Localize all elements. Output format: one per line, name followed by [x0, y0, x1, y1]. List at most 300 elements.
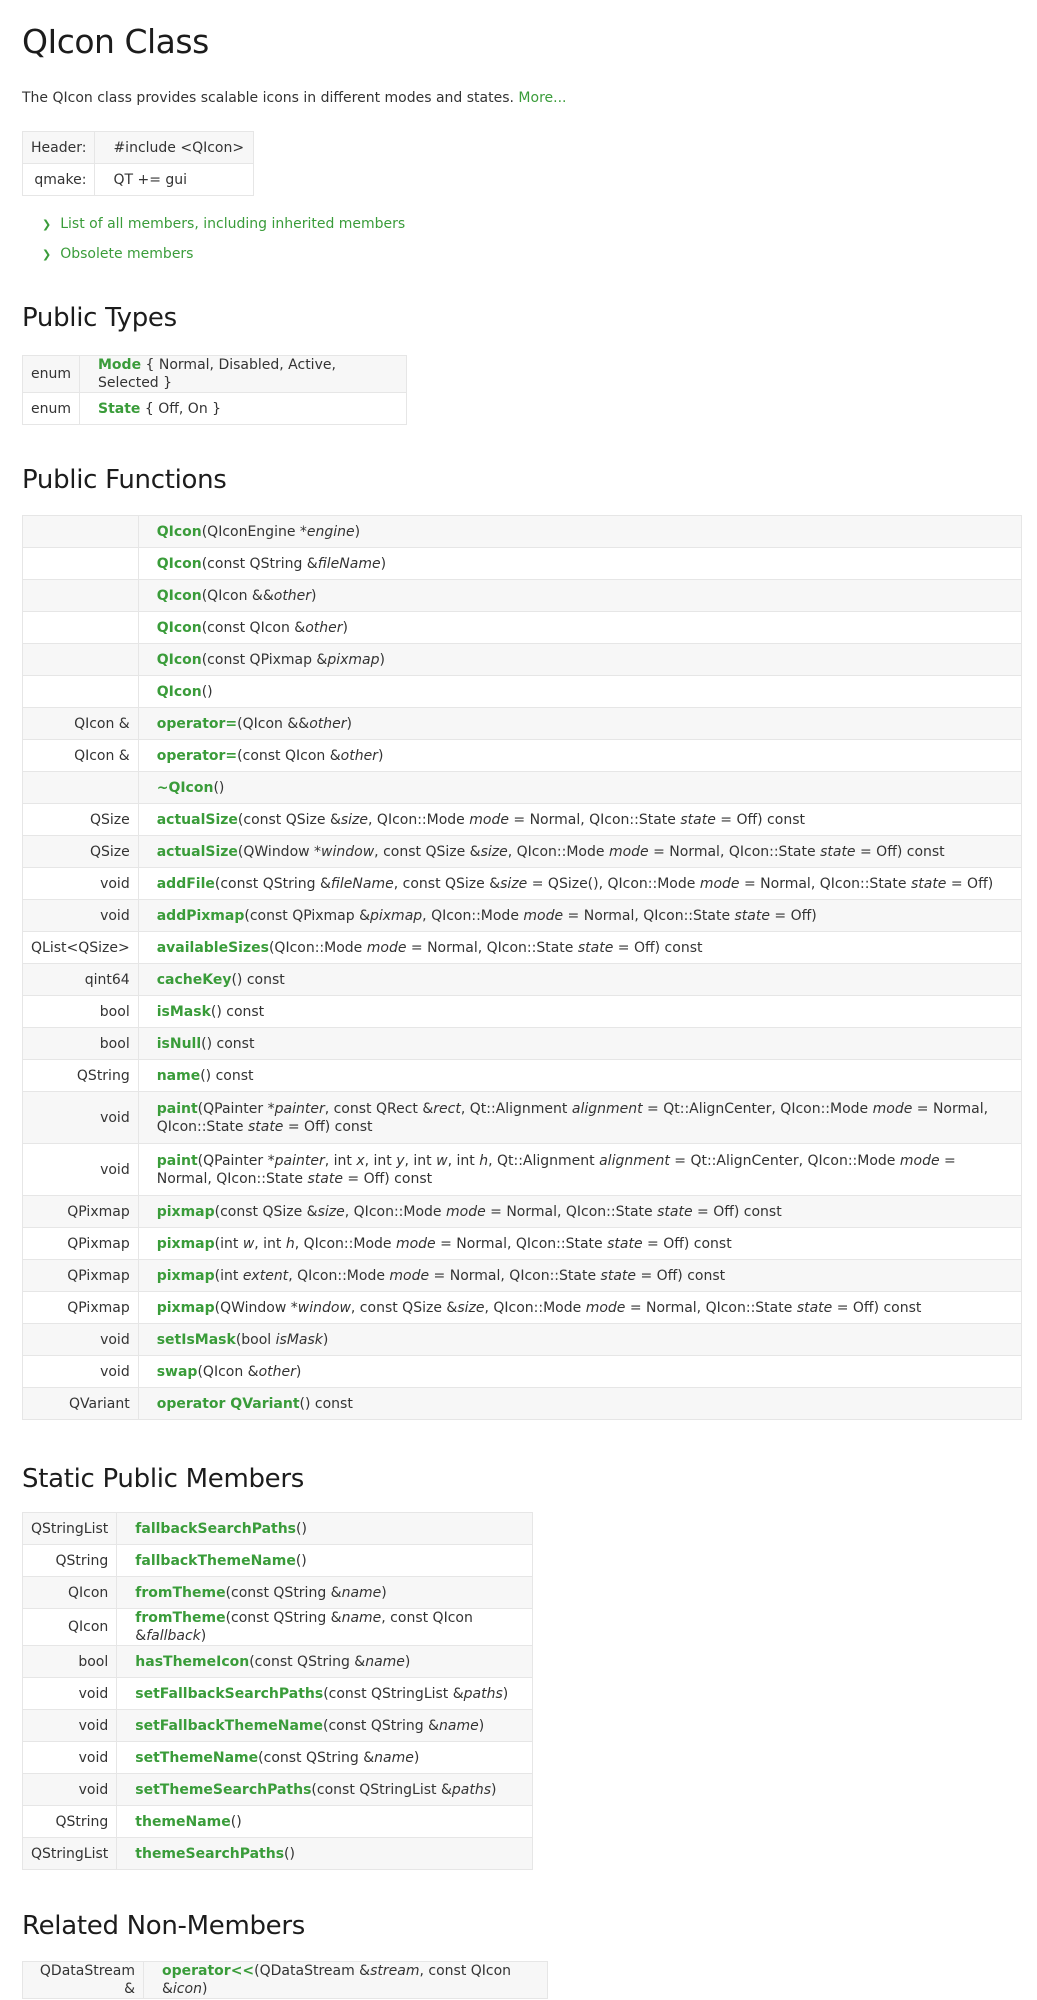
param-name: mode — [899, 1152, 940, 1169]
member-row — [23, 1646, 533, 1678]
param-name: mode — [699, 875, 740, 892]
return-type: QIcon & — [23, 740, 139, 772]
member-row — [23, 548, 1022, 580]
return-type: QIcon — [23, 1609, 117, 1646]
member-row — [23, 804, 1022, 836]
member-signature — [138, 676, 1021, 708]
param-name: isMask — [275, 1331, 323, 1348]
member-row — [23, 708, 1022, 740]
member-signature — [138, 932, 1021, 964]
signature-text: , Qt::Alignment — [460, 1100, 572, 1117]
type-kind: enum — [23, 356, 80, 393]
signature-text: (const QSize & — [237, 811, 341, 828]
param-name: state — [796, 1299, 833, 1316]
param-name: icon — [172, 1981, 202, 1997]
return-type: QString — [23, 1545, 117, 1577]
signature-text: ) — [346, 715, 352, 732]
param-name: mode — [872, 1100, 913, 1117]
member-signature — [117, 1545, 533, 1577]
signature-text: (const QStringList & — [311, 1781, 452, 1798]
signature-text: (QIcon::Mode — [268, 939, 367, 956]
signature-text: , QIcon::Mode — [294, 1235, 396, 1252]
signature-text: = Off) const — [692, 1203, 782, 1220]
signature-text: (const QSize & — [214, 1203, 318, 1220]
member-row — [23, 932, 1022, 964]
qmake-value: QT += gui — [95, 164, 254, 196]
param-name: state — [247, 1118, 284, 1135]
member-signature — [138, 1260, 1021, 1292]
return-type: QIcon & — [23, 708, 139, 740]
signature-text: = Normal, QIcon::State — [485, 1203, 658, 1220]
member-name-link[interactable]: actualSize — [156, 811, 238, 828]
signature-text: ) — [200, 1628, 207, 1644]
param-name: size — [500, 875, 528, 892]
member-signature — [138, 612, 1021, 644]
signature-text: = QSize(), QIcon::Mode — [527, 875, 700, 892]
signature-text: = Normal, QIcon::State — [156, 1100, 989, 1135]
param-name: size — [317, 1203, 345, 1220]
return-type: bool — [23, 1646, 117, 1678]
signature-text: = Normal, QIcon::State — [406, 939, 578, 956]
param-name: h — [285, 1235, 295, 1252]
signature-text: ) — [377, 747, 384, 764]
signature-text: , int — [404, 1152, 437, 1169]
member-signature — [138, 804, 1021, 836]
param-name: mode — [445, 1203, 486, 1220]
member-name-link[interactable]: actualSize — [156, 843, 238, 860]
signature-text: (const QString & — [225, 1584, 342, 1601]
signature-text: = Qt::AlignCenter, QIcon::Mode — [669, 1152, 900, 1169]
signature-text: = Normal, QIcon::State — [435, 1235, 608, 1252]
param-name: pixmap — [370, 907, 423, 924]
obsolete-members-link[interactable]: Obsolete members — [60, 246, 194, 262]
member-name-link[interactable]: isNull — [156, 1035, 202, 1052]
member-signature — [138, 580, 1021, 612]
type-row — [23, 393, 407, 425]
signature-text: (QDataStream & — [254, 1963, 371, 1979]
signature-text: ) — [201, 1981, 208, 1997]
param-name: h — [479, 1152, 489, 1169]
static-members-heading: Static Public Members — [22, 1464, 305, 1494]
signature-text: ) — [354, 523, 361, 540]
param-name: state — [657, 1203, 693, 1220]
signature-text: , const QSize & — [393, 875, 501, 892]
param-name: painter — [274, 1100, 325, 1117]
param-name: alignment — [571, 1100, 643, 1117]
member-row — [23, 1609, 533, 1646]
param-name: size — [480, 843, 508, 860]
return-type — [23, 580, 139, 612]
member-signature — [117, 1838, 533, 1870]
signature-text: ) — [311, 587, 317, 604]
member-row — [23, 1028, 1022, 1060]
member-row — [23, 964, 1022, 996]
member-row — [23, 1806, 533, 1838]
param-name: mode — [389, 1267, 430, 1284]
member-name-link[interactable]: pixmap — [156, 1203, 215, 1220]
member-signature — [138, 1144, 1021, 1196]
member-name-link[interactable]: setFallbackThemeName — [135, 1717, 324, 1734]
param-name: paths — [451, 1781, 492, 1798]
member-row — [23, 612, 1022, 644]
signature-text: (const QString & — [225, 1610, 342, 1626]
signature-text: () — [201, 683, 213, 700]
member-signature — [138, 548, 1021, 580]
signature-text: (QPainter * — [197, 1100, 275, 1117]
member-name-link[interactable]: addPixmap — [156, 907, 245, 924]
member-row — [23, 772, 1022, 804]
member-row — [23, 1678, 533, 1710]
param-name: mode — [585, 1299, 626, 1316]
member-row — [23, 1774, 533, 1806]
member-row — [23, 1144, 1022, 1196]
member-signature — [138, 1028, 1021, 1060]
obsolete-members-link-item[interactable] — [42, 244, 405, 274]
member-row — [23, 996, 1022, 1028]
return-type: QVariant — [23, 1388, 139, 1420]
param-name: fileName — [330, 875, 394, 892]
member-name-link[interactable]: pixmap — [156, 1267, 215, 1284]
return-type — [23, 644, 139, 676]
member-row — [23, 836, 1022, 868]
signature-text: = Normal, QIcon::State — [508, 811, 681, 828]
param-name: size — [457, 1299, 485, 1316]
signature-text: , QIcon::Mode — [422, 907, 524, 924]
return-type: void — [23, 1710, 117, 1742]
param-name: mode — [469, 811, 509, 828]
return-type: qint64 — [23, 964, 139, 996]
param-name: size — [340, 811, 369, 828]
param-name: window — [297, 1299, 351, 1316]
member-name-link[interactable]: ~QIcon — [156, 779, 214, 796]
member-name-link[interactable]: QIcon — [156, 523, 202, 540]
signature-text: () const — [200, 1067, 254, 1084]
member-name-link[interactable]: QIcon — [156, 587, 202, 604]
member-row — [23, 516, 1022, 548]
member-name-link[interactable]: isMask — [156, 1003, 211, 1020]
signature-text: = Normal, QIcon::State — [429, 1267, 601, 1284]
return-type: QString — [23, 1060, 139, 1092]
signature-text: , QIcon::Mode — [368, 811, 470, 828]
signature-text: = Off) const — [832, 1299, 922, 1316]
brief-text: The QIcon class provides scalable icons in different modes and states. — [22, 90, 514, 106]
member-row — [23, 1710, 533, 1742]
return-type: void — [23, 1092, 139, 1144]
member-name-link[interactable]: fromTheme — [135, 1610, 226, 1626]
signature-text: () const — [231, 971, 285, 988]
qmake-row — [23, 164, 254, 196]
member-signature — [138, 740, 1021, 772]
member-name-link[interactable]: paint — [156, 1152, 198, 1169]
return-type: QIcon — [23, 1577, 117, 1609]
signature-text: ) — [342, 619, 348, 636]
param-name: fallback — [146, 1628, 201, 1644]
member-signature — [138, 900, 1021, 932]
signature-text: ) — [379, 651, 385, 668]
type-row — [23, 356, 407, 393]
member-signature — [138, 644, 1021, 676]
param-name: window — [321, 843, 375, 860]
return-type — [23, 772, 139, 804]
param-name: name — [365, 1653, 405, 1670]
member-signature — [138, 836, 1021, 868]
member-signature — [138, 964, 1021, 996]
member-name-link[interactable]: hasThemeIcon — [135, 1653, 250, 1670]
signature-text: = Normal, QIcon::State — [739, 875, 911, 892]
param-name: other — [340, 747, 378, 764]
signature-text: , const QSize & — [350, 1299, 458, 1316]
member-name-link[interactable]: QIcon — [156, 683, 202, 700]
signature-text: () const — [210, 1003, 265, 1020]
signature-text: ) — [478, 1717, 485, 1734]
signature-text: ) — [502, 1685, 509, 1702]
member-name-link[interactable]: pixmap — [156, 1299, 215, 1316]
member-name-link[interactable]: setIsMask — [156, 1331, 236, 1348]
signature-text: (int — [214, 1235, 243, 1252]
signature-text: (QWindow * — [214, 1299, 298, 1316]
member-row — [23, 1742, 533, 1774]
signature-text: (const QStringList & — [323, 1685, 464, 1702]
signature-text: , const QSize & — [374, 843, 481, 860]
param-name: mode — [395, 1235, 436, 1252]
member-signature — [138, 708, 1021, 740]
member-signature — [138, 1356, 1021, 1388]
member-signature — [138, 1196, 1021, 1228]
signature-text: () — [284, 1845, 295, 1862]
param-name: mode — [366, 939, 407, 956]
member-name-link[interactable]: operator= — [156, 715, 238, 732]
param-name: other — [273, 587, 312, 604]
member-signature — [117, 1609, 533, 1646]
param-name: state — [307, 1170, 343, 1187]
static-members-table — [22, 1512, 533, 1870]
param-name: state — [680, 811, 716, 828]
member-signature — [117, 1710, 533, 1742]
member-name-link[interactable]: fallbackSearchPaths — [135, 1520, 297, 1537]
param-name: painter — [274, 1152, 325, 1169]
signature-text: (bool — [235, 1331, 276, 1348]
signature-text: (const QString & — [214, 875, 331, 892]
header-key: Header: — [23, 132, 95, 164]
member-row — [23, 1092, 1022, 1144]
related-non-members-table — [22, 1961, 548, 1999]
signature-text: (const QString & — [258, 1749, 375, 1766]
signature-text: , int — [364, 1152, 397, 1169]
return-type — [23, 548, 139, 580]
public-functions-heading: Public Functions — [22, 465, 227, 495]
member-row — [23, 1838, 533, 1870]
member-row — [23, 1962, 548, 1999]
header-value: #include <QIcon> — [95, 132, 254, 164]
param-name: name — [374, 1749, 414, 1766]
signature-text: = Normal, QIcon::State — [563, 907, 735, 924]
signature-text: (const QPixmap & — [244, 907, 370, 924]
member-name-link[interactable]: availableSizes — [156, 939, 269, 956]
member-row — [23, 1513, 533, 1545]
param-name: pixmap — [327, 651, 380, 668]
header-table — [22, 131, 254, 196]
return-type: void — [23, 1678, 117, 1710]
param-name: alignment — [599, 1152, 670, 1169]
signature-text: = Normal, QIcon::State — [156, 1152, 956, 1187]
signature-text: ) — [380, 555, 387, 572]
signature-text: = Off) const — [636, 1267, 726, 1284]
type-name-link[interactable]: Mode — [98, 357, 142, 373]
member-row — [23, 676, 1022, 708]
member-row — [23, 868, 1022, 900]
member-signature — [117, 1774, 533, 1806]
return-type: void — [23, 1774, 117, 1806]
signature-text: , QIcon::Mode — [288, 1267, 390, 1284]
more-link[interactable]: More... — [518, 90, 567, 106]
return-type: void — [23, 1144, 139, 1196]
param-name: other — [258, 1363, 296, 1380]
member-row — [23, 580, 1022, 612]
signature-text: = Off) const — [283, 1118, 373, 1135]
member-signature — [117, 1678, 533, 1710]
member-name-link[interactable]: paint — [156, 1100, 198, 1117]
member-signature — [138, 1292, 1021, 1324]
member-name-link[interactable]: themeName — [135, 1813, 231, 1830]
member-name-link[interactable]: operator= — [156, 747, 238, 764]
member-name-link[interactable]: QIcon — [156, 555, 202, 572]
member-signature — [144, 1962, 548, 1999]
signature-text: = Off) const — [642, 1235, 732, 1252]
param-name: mode — [608, 843, 649, 860]
member-name-link[interactable]: operator<< — [162, 1963, 255, 1979]
param-name: rect — [433, 1100, 461, 1117]
param-name: name — [341, 1584, 382, 1601]
signature-text: () const — [299, 1395, 353, 1412]
return-type: QStringList — [23, 1513, 117, 1545]
signature-text: , Qt::Alignment — [488, 1152, 600, 1169]
member-row — [23, 1228, 1022, 1260]
signature-text: , QIcon::Mode — [344, 1203, 446, 1220]
param-name: state — [607, 1235, 643, 1252]
signature-text: = Off) const — [715, 811, 805, 828]
member-name-link[interactable]: themeSearchPaths — [135, 1845, 285, 1862]
param-name: fileName — [317, 555, 381, 572]
related-non-members-heading: Related Non-Members — [22, 1911, 306, 1941]
member-links — [42, 214, 405, 274]
member-row — [23, 644, 1022, 676]
member-name-link[interactable]: pixmap — [156, 1235, 215, 1252]
type-values: { Normal, Disabled, Active, Selected } — [98, 357, 336, 391]
member-row — [23, 1356, 1022, 1388]
member-name-link[interactable]: setThemeName — [135, 1749, 259, 1766]
member-signature — [138, 772, 1021, 804]
signature-text: = Qt::AlignCenter, QIcon::Mode — [642, 1100, 873, 1117]
param-name: state — [910, 875, 947, 892]
return-type: QSize — [23, 836, 139, 868]
member-row — [23, 1577, 533, 1609]
return-type: void — [23, 1324, 139, 1356]
signature-text: (const QString & — [323, 1717, 440, 1734]
all-members-link-item[interactable] — [42, 214, 405, 244]
member-signature — [138, 516, 1021, 548]
signature-text: ) — [404, 1653, 411, 1670]
member-signature — [138, 1060, 1021, 1092]
param-name: other — [305, 619, 343, 636]
return-type: QPixmap — [23, 1260, 139, 1292]
chevron-right-icon: ❯ — [42, 218, 52, 231]
member-name-link[interactable]: cacheKey — [156, 971, 232, 988]
param-name: state — [820, 843, 856, 860]
signature-text: (QIcon && — [201, 587, 274, 604]
return-type: void — [23, 900, 139, 932]
signature-text: (const QString & — [201, 555, 318, 572]
member-signature — [117, 1806, 533, 1838]
signature-text: , QIcon::Mode — [484, 1299, 586, 1316]
member-signature — [138, 1228, 1021, 1260]
param-name: state — [600, 1267, 636, 1284]
member-row — [23, 740, 1022, 772]
param-name: name — [439, 1717, 479, 1734]
param-name: y — [396, 1152, 405, 1169]
param-name: engine — [306, 523, 355, 540]
member-signature — [138, 1388, 1021, 1420]
param-name: paths — [463, 1685, 503, 1702]
signature-text: () const — [201, 1035, 255, 1052]
signature-text: ) — [413, 1749, 420, 1766]
signature-text: = Off) const — [613, 939, 703, 956]
public-types-table — [22, 355, 407, 425]
member-name-link[interactable]: setFallbackSearchPaths — [135, 1685, 324, 1702]
param-name: other — [309, 715, 347, 732]
type-name-link[interactable]: State — [98, 400, 141, 417]
signature-text: ) — [381, 1584, 387, 1601]
signature-text: () — [296, 1520, 307, 1537]
signature-text: ) — [322, 1331, 329, 1348]
param-name: state — [577, 939, 614, 956]
member-name-link[interactable]: setThemeSearchPaths — [135, 1781, 312, 1798]
signature-text: () — [213, 779, 225, 796]
signature-text: = Off) const — [342, 1170, 433, 1187]
member-name-link[interactable]: QIcon — [156, 651, 202, 668]
signature-text: () — [230, 1813, 242, 1830]
member-name-link[interactable]: fallbackThemeName — [135, 1552, 296, 1569]
member-name-link[interactable]: fromTheme — [135, 1584, 226, 1601]
signature-text: = Normal, QIcon::State — [625, 1299, 797, 1316]
return-type: QList<QSize> — [23, 932, 139, 964]
member-name-link[interactable]: QIcon — [156, 619, 202, 636]
public-types-heading: Public Types — [22, 303, 177, 333]
return-type: void — [23, 868, 139, 900]
signature-text: = Off) const — [855, 843, 945, 860]
param-name: x — [356, 1152, 365, 1169]
member-name-link[interactable]: name — [156, 1067, 201, 1084]
signature-text: ) — [491, 1781, 497, 1798]
signature-text: = Normal, QIcon::State — [648, 843, 821, 860]
signature-text: , QIcon::Mode — [507, 843, 609, 860]
signature-text: (const QIcon & — [237, 747, 341, 764]
signature-text: (QIcon & — [197, 1363, 259, 1380]
signature-text: (const QString & — [249, 1653, 366, 1670]
type-decl — [80, 356, 407, 393]
member-row — [23, 1060, 1022, 1092]
member-signature — [138, 1324, 1021, 1356]
return-type — [23, 516, 139, 548]
public-functions-table — [22, 515, 1022, 1420]
param-name: extent — [242, 1267, 289, 1284]
return-type: QSize — [23, 804, 139, 836]
member-name-link[interactable]: addFile — [156, 875, 215, 892]
param-name: state — [734, 907, 770, 924]
member-name-link[interactable]: swap — [156, 1363, 198, 1380]
all-members-link[interactable]: List of all members, including inherited members — [60, 216, 406, 232]
type-values: { Off, On } — [144, 400, 222, 417]
member-name-link[interactable]: operator QVariant — [156, 1395, 300, 1412]
